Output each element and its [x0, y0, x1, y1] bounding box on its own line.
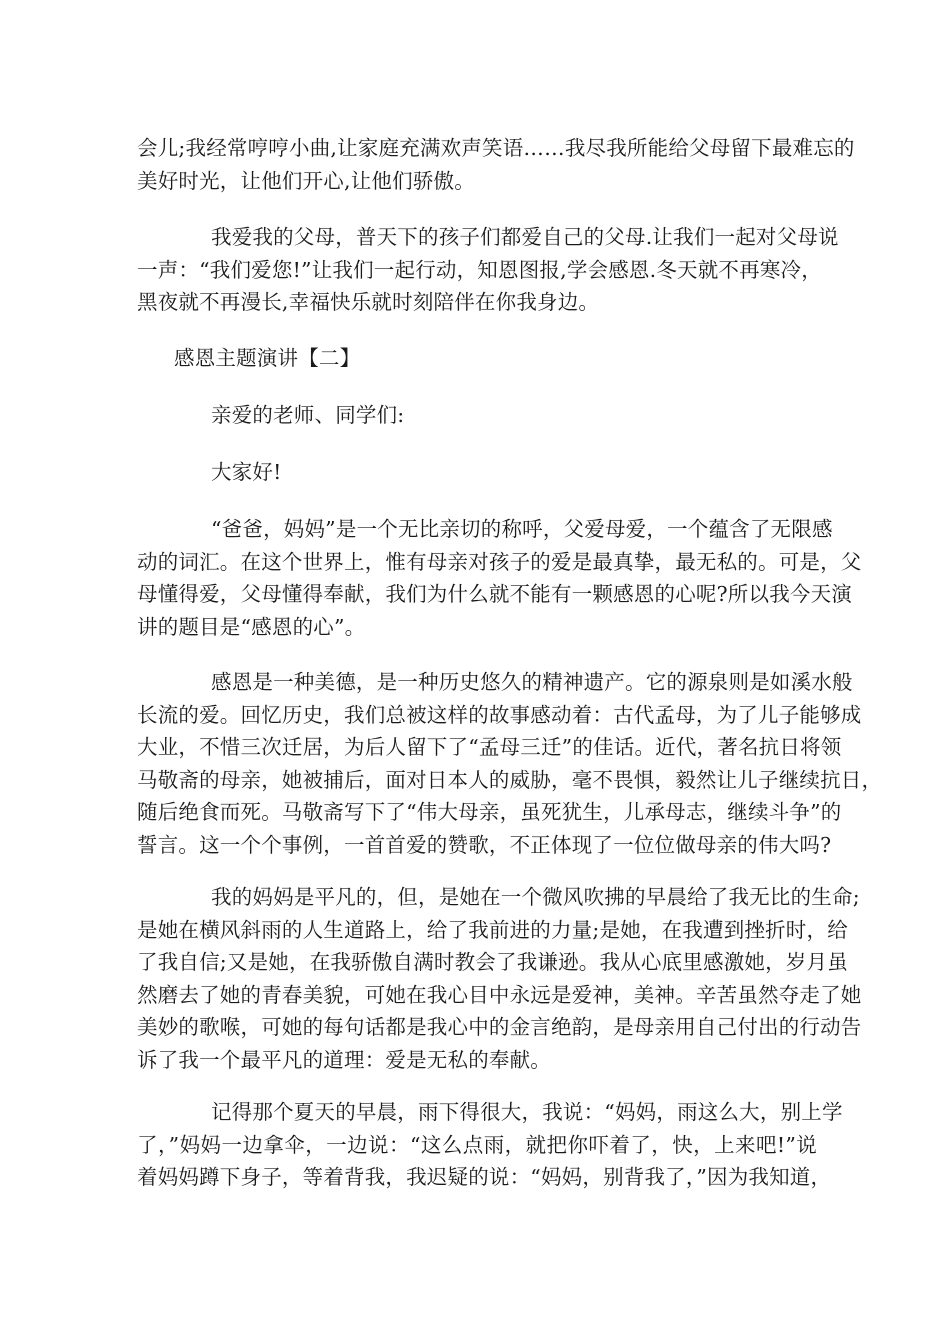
text-line: 是她在横风斜雨的人生道路上，给了我前进的力量;是她，在我遭到挫折时，给	[137, 917, 848, 942]
greeting-text: 大家好!	[211, 460, 282, 484]
text-line: 美妙的歌喉，可她的每句话都是我心中的金言绝韵，是母亲用自己付出的行动告	[137, 1015, 862, 1039]
body-paragraph	[137, 881, 862, 1076]
text-line: 美好时光，让他们开心,让他们骄傲。	[137, 168, 475, 193]
text-line: 随后绝食而死。马敬斋写下了“伟大母亲，虽死犹生，儿承母志，继续斗争”的	[137, 800, 842, 824]
section-heading-text: 感恩主题演讲【二】	[174, 346, 361, 370]
closing-paragraph	[137, 221, 839, 319]
text-line: 了我自信;又是她，在我骄傲自满时教会了我谦逊。我从心底里感激她，岁月虽	[137, 950, 848, 974]
text-line: 然磨去了她的青春美貌，可她在我心目中永远是爱神，美神。辛苦虽然夺走了她	[137, 982, 862, 1007]
text-line: 我爱我的父母，普天下的孩子们都爱自己的父母.让我们一起对父母说	[211, 225, 839, 249]
body-paragraph	[137, 513, 862, 643]
text-line: 着妈妈蹲下身子，等着背我，我迟疑的说：“妈妈，别背我了，”因为我知道，	[137, 1165, 832, 1189]
text-line: 了，”妈妈一边拿伞，一边说：“这么点雨，就把你吓着了，快，上来吧!”说	[137, 1132, 817, 1157]
continuation-paragraph	[137, 132, 855, 197]
greeting	[137, 456, 817, 489]
text-line: “爸爸，妈妈”是一个无比亲切的称呼，父爱母爱，一个蕴含了无限感	[211, 517, 833, 541]
salutation-text: 亲爱的老师、同学们:	[211, 403, 405, 427]
salutation	[137, 399, 817, 432]
text-line: 马敬斋的母亲，她被捕后，面对日本人的威胁，毫不畏惧，毅然让儿子继续抗日，	[137, 767, 883, 792]
text-line: 讲的题目是“感恩的心”。	[137, 614, 366, 639]
text-line: 感恩是一种美德，是一种历史悠久的精神遗产。它的源泉则是如溪水般	[211, 670, 853, 694]
text-line: 黑夜就不再漫长,幸福快乐就时刻陪伴在你我身边。	[137, 290, 600, 314]
text-line: 会儿;我经常哼哼小曲,让家庭充满欢声笑语……我尽我所能给父母留下最难忘的	[137, 136, 855, 160]
text-line: 我的妈妈是平凡的，但，是她在一个微风吹拂的早晨给了我无比的生命;	[211, 885, 860, 909]
body-paragraph	[137, 1096, 843, 1194]
text-line: 记得那个夏天的早晨，雨下得很大，我说：“妈妈，雨这么大，别上学	[211, 1100, 843, 1124]
text-line: 大业，不惜三次迁居，为后人留下了“孟母三迁”的佳话。近代，著名抗日将领	[137, 735, 842, 759]
text-line: 誓言。这一个个事例，一首首爱的赞歌，不正体现了一位位做母亲的伟大吗?	[137, 832, 832, 857]
body-paragraph	[137, 666, 883, 861]
text-line: 长流的爱。回忆历史，我们总被这样的故事感动着：古代孟母，为了儿子能够成	[137, 702, 862, 727]
text-line: 母懂得爱，父母懂得奉献，我们为什么就不能有一颗感恩的心呢?所以我今天演	[137, 582, 852, 606]
text-line: 一声：“我们爱您!”让我们一起行动，知恩图报,学会感恩.冬天就不再寒冷，	[137, 257, 822, 282]
text-line: 动的词汇。在这个世界上，惟有母亲对孩子的爱是最真挚，最无私的。可是，父	[137, 549, 862, 574]
text-line: 诉了我一个最平凡的道理：爱是无私的奉献。	[137, 1047, 551, 1072]
section-heading	[137, 342, 817, 375]
